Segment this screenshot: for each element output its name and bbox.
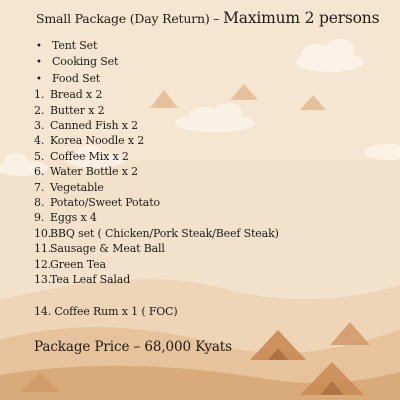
list-item (34, 257, 279, 272)
list-item-label: Water Bottle x 2 (50, 165, 138, 179)
package-title-name: Small Package (Day Return) – (36, 11, 224, 26)
number-marker: 5. (34, 149, 45, 163)
number-marker: 7. (34, 180, 45, 194)
number-marker: 10. (34, 226, 52, 240)
list-item-label: Eggs x 4 (50, 211, 97, 225)
package-title (36, 8, 379, 27)
list-item-label: Bread x 2 (50, 88, 103, 102)
list-item (34, 241, 279, 256)
list-item (34, 103, 279, 118)
list-item-label: Coffee Mix x 2 (50, 149, 129, 163)
bullet-marker: • (36, 57, 42, 69)
number-marker: 3. (34, 119, 45, 133)
list-item (34, 164, 279, 179)
list-item-label: Vegetable (50, 180, 104, 194)
list-item (34, 133, 279, 148)
package-title-capacity: Maximum 2 persons (223, 9, 380, 27)
list-item-label: Potato/Sweet Potato (50, 196, 160, 210)
package-items-list (34, 38, 279, 288)
number-marker: 8. (34, 196, 45, 210)
number-marker: 1. (34, 88, 45, 102)
list-item (34, 195, 279, 210)
list-item (34, 149, 279, 164)
list-item-label: Green Tea (50, 257, 106, 271)
number-marker: 11. (34, 242, 52, 256)
package-price: Package Price – 68,000 Kyats (34, 339, 232, 355)
number-marker: 13. (34, 273, 52, 287)
list-item (34, 272, 279, 287)
list-item-label: Food Set (52, 71, 101, 85)
list-item (34, 226, 279, 241)
bullet-marker: • (36, 73, 42, 85)
list-item-label: Korea Noodle x 2 (50, 134, 145, 148)
list-item (34, 210, 279, 225)
list-item-label: Cooking Set (52, 55, 119, 69)
number-marker: 4. (34, 134, 45, 148)
free-item: 14. Coffee Rum x 1 ( FOC) (34, 305, 178, 318)
number-marker: 9. (34, 211, 45, 225)
list-item-label: Canned Fish x 2 (50, 119, 139, 133)
number-marker: 6. (34, 165, 45, 179)
number-marker: 12. (34, 257, 52, 271)
list-item (34, 118, 279, 133)
list-item (34, 87, 279, 102)
list-item-label: BBQ set ( Chicken/Pork Steak/Beef Steak) (50, 226, 279, 240)
list-item-label: Butter x 2 (50, 103, 105, 117)
list-item-label: Tent Set (52, 39, 98, 52)
list-item-label: Tea Leaf Salad (50, 273, 131, 287)
list-item (34, 71, 279, 87)
number-marker: 2. (34, 103, 45, 117)
list-item (34, 54, 279, 70)
bullet-marker: • (36, 41, 42, 52)
list-item (34, 180, 279, 195)
list-item-label: Sausage & Meat Ball (50, 242, 165, 256)
list-item (34, 38, 279, 54)
